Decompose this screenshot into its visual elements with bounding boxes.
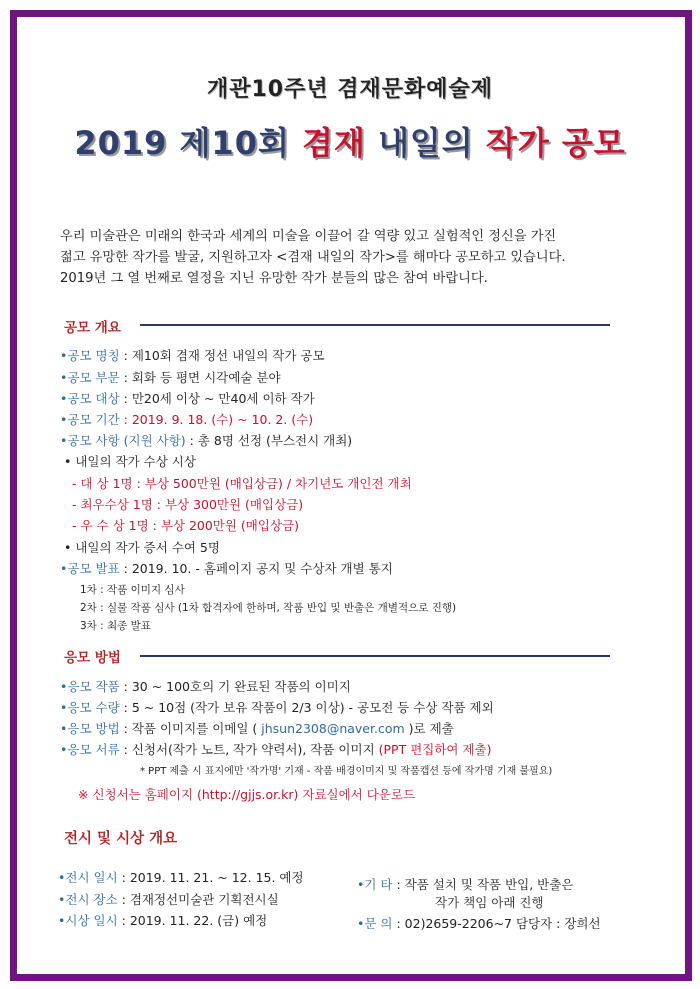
overview-heading: 공모 개요 — [64, 320, 121, 336]
intro-line: 우리 미술관은 미래의 한국과 세계의 미술을 이끌어 갈 역량 있고 실험적인 정신을 가진 — [60, 229, 557, 244]
award-merit: - 우 수 상 1명 : 부상 200만원 (매입상금) — [72, 518, 299, 533]
award-heading: • 내일의 작가 수상 시상 — [64, 454, 196, 469]
contest-title — [0, 118, 700, 164]
event-subtitle: 개관10주년 겸재문화예술제 — [206, 77, 494, 102]
exhibit-award: •시상 일시 : 2019. 11. 22. (금) 예정 — [58, 913, 268, 928]
round-3: 3차 : 최종 발표 — [80, 620, 151, 632]
exhibit-date: •전시 일시 : 2019. 11. 21. ~ 12. 15. 예정 — [58, 870, 304, 885]
overview-field: •공모 부문 : 회화 등 평면 시각예술 분야 — [60, 370, 281, 385]
exhibit-etc: •기 타 : 작품 설치 및 작품 반입, 반출은 — [357, 877, 574, 892]
title-year: 2019 — [74, 124, 168, 162]
contact-email: jhsun2308@naver.com — [261, 721, 405, 736]
title-contest: 공모 — [561, 124, 626, 162]
exhibit-contact: •문 의 : 02)2659-2206~7 담당자 : 장희선 — [357, 916, 601, 931]
apply-method: •응모 방법 : 작품 이미지를 이메일 ( jhsun2308@naver.com )로 제출 — [60, 721, 454, 736]
round-1: 1차 : 작품 이미지 심사 — [80, 584, 185, 596]
overview-announce: •공모 발표 : 2019. 10. - 홈페이지 공지 및 수상자 개별 통지 — [60, 561, 393, 576]
award-grand: - 대 상 1명 : 부상 500만원 (매입상금) / 차기년도 개인전 개최 — [72, 476, 412, 491]
apply-docs: •응모 서류 : 신청서(작가 노트, 작가 약력서), 작품 이미지 (PPT 편집하여 제출) — [60, 742, 492, 757]
overview-name: •공모 명칭 : 제10회 겸재 정선 내일의 작가 공모 — [60, 348, 325, 363]
download-note: ※ 신청서는 홈페이지 (http://gjjs.or.kr) 자료실에서 다운로드 — [78, 787, 416, 802]
exhibit-heading: 전시 및 시상 개요 — [64, 831, 178, 847]
overview-rule — [140, 324, 610, 326]
exhibit-place: •전시 장소 : 겸재정선미술관 기획전시실 — [58, 892, 279, 907]
overview-target: •공모 대상 : 만20세 이상 ~ 만40세 이하 작가 — [60, 391, 315, 406]
intro-line: 젊고 유망한 작가를 발굴, 지원하고자 <겸재 내일의 작가>를 해마다 공모하고 있습니다. — [60, 250, 566, 265]
round-2: 2차 : 실물 작품 심사 (1차 합격자에 한하며, 작품 반입 및 반출은 개별적으로 진행) — [80, 602, 457, 614]
intro-line: 2019년 그 열 번째로 열정을 지닌 유망한 작가 분들의 많은 참여 바랍니다. — [60, 271, 488, 286]
apply-qty: •응모 수량 : 5 ~ 10점 (작가 보유 작품이 2/3 이상) - 공모전 등 수상 작품 제외 — [60, 700, 494, 715]
title-tomorrow: 내일의 — [377, 124, 474, 162]
overview-support: •공모 사항 (지원 사항) : 총 8명 선정 (부스전시 개최) — [60, 433, 353, 448]
apply-work: •응모 작품 : 30 ~ 100호의 기 완료된 작품의 이미지 — [60, 679, 351, 694]
title-ordinal: 제10회 — [179, 124, 290, 162]
ppt-note: * PPT 제출 시 표지에만 '작가명' 기재 - 작품 배경이미지 및 작품캡션 등에 작가명 기재 불필요) — [140, 766, 553, 777]
certificate-line: • 내일의 작가 증서 수여 5명 — [64, 540, 220, 555]
apply-rule — [140, 655, 610, 657]
overview-period: •공모 기간 : 2019. 9. 18. (수) ~ 10. 2. (수) — [60, 412, 314, 427]
exhibit-etc-cont: 작가 책임 아래 진행 — [435, 895, 544, 910]
award-excellence: - 최우수상 1명 : 부상 300만원 (매입상금) — [72, 497, 304, 512]
apply-heading: 응모 방법 — [64, 650, 121, 666]
title-name: 겸재 — [302, 124, 366, 162]
title-artist: 작가 — [485, 124, 550, 162]
intro-paragraph — [60, 226, 650, 289]
